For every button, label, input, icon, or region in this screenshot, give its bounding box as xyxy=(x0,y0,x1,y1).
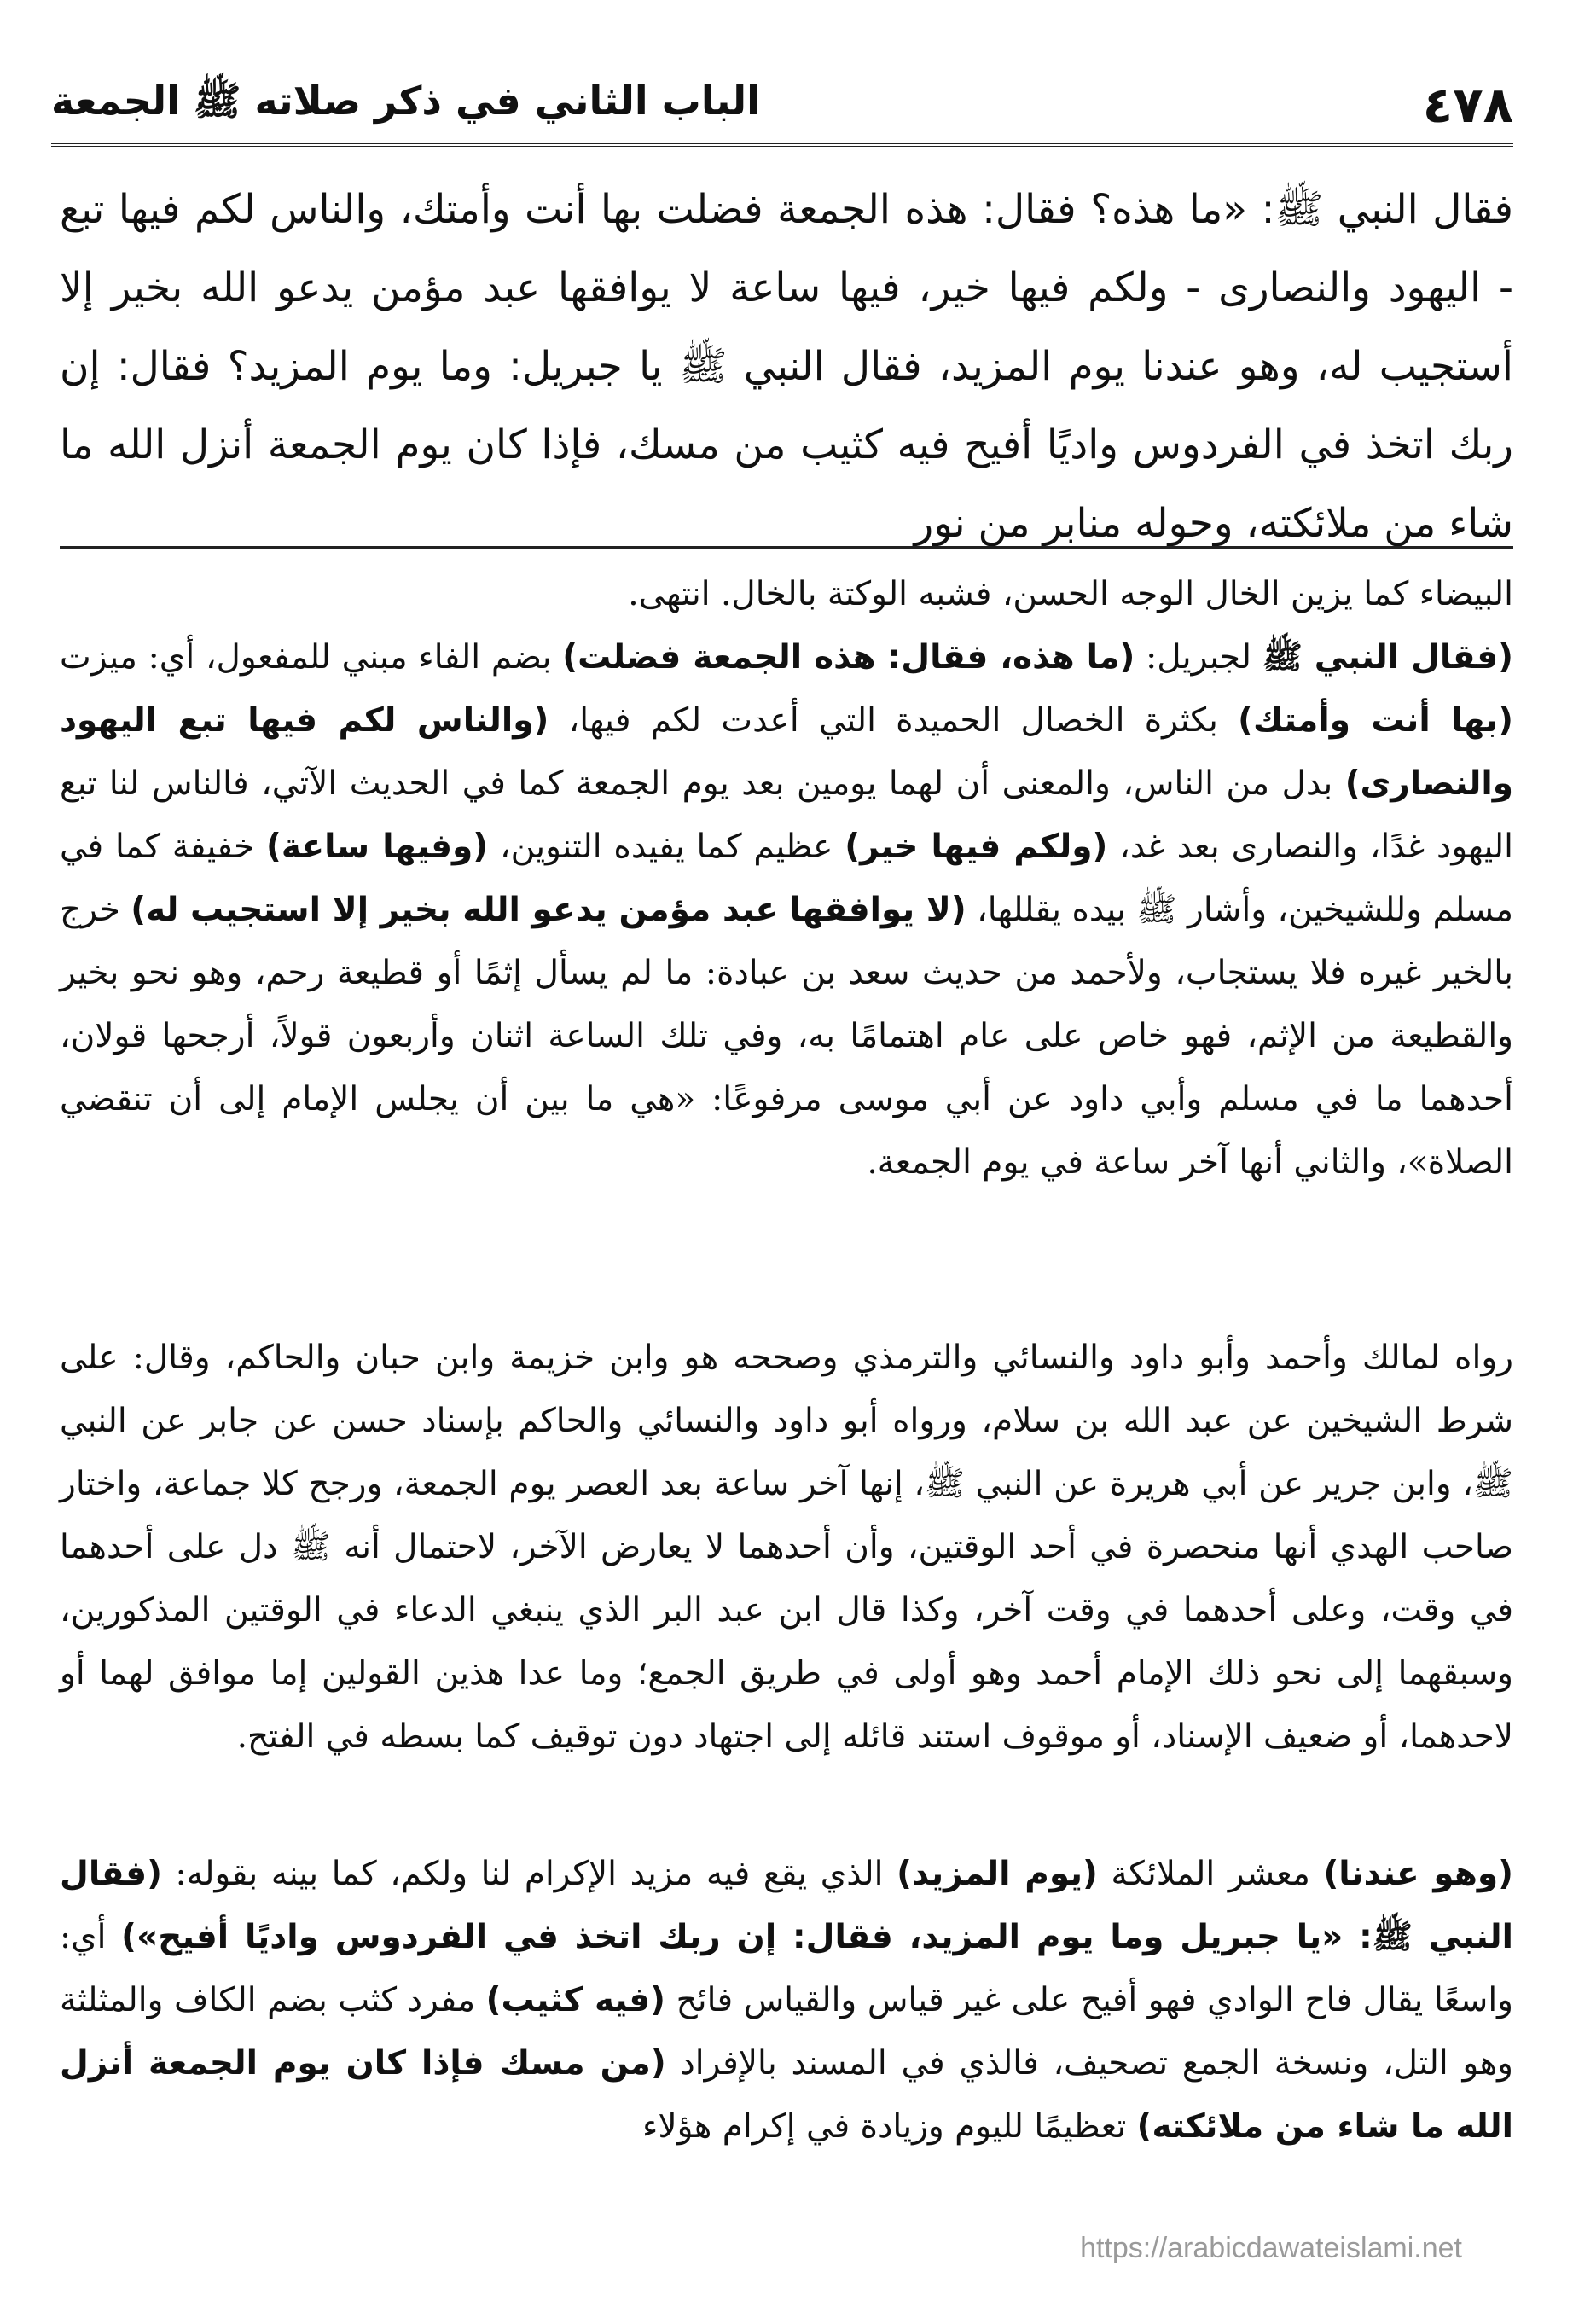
page-header xyxy=(51,67,1513,147)
page-number: ٤٧٨ xyxy=(1422,76,1513,134)
commentary-paragraph: رواه لمالك وأحمد وأبو داود والنسائي والترمذي وصححه هو وابن خزيمة وابن حبان والحاكم، وقال: على شرط الشيخين عن عبد الله بن سلام، ورواه أبو داود والنسائي والحاكم بإسناد حسن عن جابر عن النبي ﷺ، وابن جرير عن أبي هريرة عن النبي ﷺ، إنها آخر ساعة بعد العصر يوم الجمعة، ورجح كلا جماعة، واختار صاحب الهدي أنها منحصرة في أحد الوقتين، وأن أحدهما لا يعارض الآخر، لاحتمال أنه ﷺ دل على أحدهما في وقت، وعلى أحدهما في وقت آخر، وكذا قال ابن عبد البر الذي ينبغي الدعاء في الوقتين المذكورين، وسبقهما إلى نحو ذلك الإمام أحمد وهو أولى في طريق الجمع؛ وما عدا هذين القولين إما موافق لهما أو لاحدهما، أو ضعيف الإسناد، أو موقوف استند قائله إلى اجتهاد دون توقيف كما بسطه في الفتح. xyxy=(60,1339,1514,1756)
text-separator-line xyxy=(60,546,1513,549)
quoted-matn: (وهو عندنا) xyxy=(1323,1855,1513,1893)
quoted-matn: (من مسك فإذا كان يوم الجمعة أنزل الله ما شاء من ملائكته) xyxy=(60,2044,1513,2146)
commentary-text: أي: واسعًا يقال فاح الوادي فهو أفيح على غير قياس والقياس فائح xyxy=(60,1918,1514,2019)
commentary-text: بكثرة الخصال الحميدة التي أعدت لكم فيها، xyxy=(549,701,1239,740)
quoted-matn: (يوم المزيد) xyxy=(897,1855,1098,1893)
commentary-paragraph xyxy=(60,1843,1513,2158)
quoted-matn: (فقال النبي ﷺ xyxy=(1262,638,1513,677)
quoted-matn: (وفيها ساعة) xyxy=(266,828,489,866)
commentary-text: لجبريل: xyxy=(1135,638,1262,677)
running-title: الباب الثاني في ذكر صلاته ﷺ الجمعة xyxy=(51,77,760,124)
commentary-section-3 xyxy=(60,1843,1513,2158)
quoted-matn: (لا يوافقها عبد مؤمن يدعو الله بخير إلا استجيب له) xyxy=(131,891,966,929)
quoted-matn: (ما هذه، فقال: هذه الجمعة فضلت) xyxy=(562,638,1135,677)
commentary-text: خرج بالخير غيره فلا يستجاب، ولأحمد من حديث سعد بن عبادة: ما لم يسأل إثمًا أو قطيعة رحم، وهو نحو بخير والقطيعة من الإثم، فهو خاص على عام اهتمامًا به، وفي تلك الساعة اثنان وأربعون قولاً، أرجحها قولان، أحدهما ما في مسلم وأبي داود عن أبي موسى مرفوعًا: «هي ما بين أن يجلس الإمام إلى أن تنقضي الصلاة»، والثاني أنها آخر ساعة في يوم الجمعة. xyxy=(60,891,1513,1182)
commentary-section-2 xyxy=(60,1327,1513,1769)
quoted-matn: (ولكم فيها خير) xyxy=(845,828,1108,866)
commentary-paragraph: البيضاء كما يزين الخال الوجه الحسن، فشبه الوكتة بالخال. انتهى. xyxy=(628,575,1513,613)
quoted-matn: (فيه كثيب) xyxy=(485,1981,665,2019)
quoted-matn: (والناس لكم فيها تبع اليهود والنصارى) xyxy=(60,701,1513,803)
quoted-matn: (فقال النبي ﷺ: «يا جبريل وما يوم المزيد، فقال: إن ربك اتخذ في الفردوس واديًا أفيح») xyxy=(60,1855,1513,1956)
commentary-text: خفيفة كما في مسلم وللشيخين، وأشار ﷺ بيده يقللها، xyxy=(60,828,1513,929)
commentary-text: بدل من الناس، والمعنى أن لهما يومين بعد يوم الجمعة كما في الحديث الآتي، فالناس لنا تبع اليهود غدًا، والنصارى بعد غد، xyxy=(60,764,1513,866)
commentary-text: تعظيمًا لليوم وزيادة في إكرام هؤلاء xyxy=(642,2107,1137,2146)
commentary-text: بضم الفاء مبني للمفعول، أي: ميزت xyxy=(60,638,563,677)
commentary-text: معشر الملائكة xyxy=(1097,1855,1324,1893)
watermark-url: https://arabicdawateislami.net xyxy=(1080,2232,1462,2264)
commentary-text: عظيم كما يفيده التنوين، xyxy=(488,828,845,866)
commentary-section-1 xyxy=(60,563,1513,1194)
commentary-paragraph xyxy=(60,626,1513,1194)
quoted-matn: (بها أنت وأمتك) xyxy=(1238,701,1513,740)
hadith-text: فقال النبي ﷺ: «ما هذه؟ فقال: هذه الجمعة فضلت بها أنت وأمتك، والناس لكم فيها تبع - اليهود والنصارى - ولكم فيها خير، فيها ساعة لا يوافقها عبد مؤمن يدعو الله بخير إلا أستجيب له، وهو عندنا يوم المزيد، فقال النبي ﷺ يا جبريل: وما يوم المزيد؟ فقال: إن ربك اتخذ في الفردوس واديًا أفيح فيه كثيب من مسك، فإذا كان يوم الجمعة أنزل الله ما شاء من ملائكته، وحوله منابر من نور xyxy=(60,186,1513,547)
commentary-text: الذي يقع فيه مزيد الإكرام لنا ولكم، كما بينه بقوله: xyxy=(161,1855,897,1893)
commentary-text: مفرد كثب بضم الكاف والمثلثة وهو التل، ونسخة الجمع تصحيف، فالذي في المسند بالإفراد xyxy=(60,1981,1513,2083)
